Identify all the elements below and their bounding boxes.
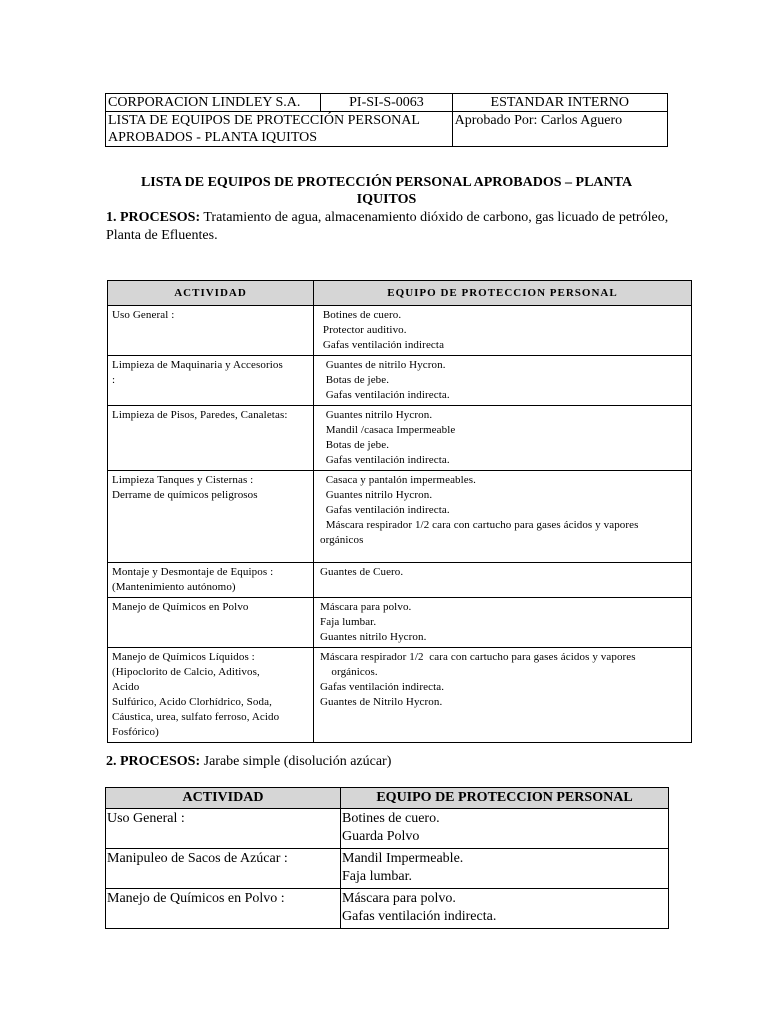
- activity-line: Montaje y Desmontaje de Equipos :: [112, 566, 274, 578]
- page-title: [105, 174, 668, 208]
- activity-line: (Hipoclorito de Calcio, Aditivos,: [112, 666, 260, 678]
- equipment-line: Casaca y pantalón impermeables.: [320, 474, 477, 486]
- equipment-line: Guantes nitrilo Hycron.: [320, 489, 433, 501]
- equipment-line: Gafas ventilación indirecta.: [320, 389, 450, 401]
- process2-text: Jarabe simple (disolución azúcar): [200, 754, 392, 769]
- equipment-line: Mandil /casaca Impermeable: [320, 424, 456, 436]
- equipment-cell: [314, 406, 692, 471]
- activity-cell: [106, 889, 341, 929]
- activity-line: Uso General :: [107, 811, 185, 826]
- equipment-line: Botines de cuero.: [320, 309, 402, 321]
- table-row: [108, 356, 692, 406]
- activity-line: Uso General :: [112, 309, 175, 321]
- equipment-line: Gafas ventilación indirecta.: [320, 504, 450, 516]
- document-header-table: [105, 93, 668, 147]
- equipment-cell: [314, 598, 692, 648]
- equipment-line: Gafas ventilación indirecta: [320, 339, 445, 351]
- activity-line: Acido: [112, 681, 140, 693]
- equipment-cell: [314, 563, 692, 598]
- activity-line: Limpieza de Pisos, Paredes, Canaletas:: [112, 409, 288, 421]
- activity-line: Manejo de Químicos en Polvo :: [107, 891, 285, 906]
- list-title-line1: LISTA DE EQUIPOS DE PROTECCIÓN PERSONAL: [108, 113, 420, 128]
- activity-line: Manejo de Químicos Líquidos :: [112, 651, 255, 663]
- process2-description: [106, 753, 671, 771]
- list-title-cell: [106, 112, 453, 147]
- equipment-line: Botines de cuero.: [342, 811, 440, 826]
- table-row: [108, 406, 692, 471]
- equipment-line: Guarda Polvo: [342, 829, 420, 844]
- process1-col-activity: ACTIVIDAD: [108, 281, 314, 306]
- equipment-line: Botas de jebe.: [320, 439, 390, 451]
- process2-label: 2. PROCESOS:: [106, 754, 201, 769]
- equipment-line: Gafas ventilación indirecta.: [320, 454, 450, 466]
- process1-description: [106, 209, 671, 245]
- process1-table: [107, 280, 692, 743]
- activity-line: Limpieza de Maquinaria y Accesorios: [112, 359, 283, 371]
- equipment-cell: [314, 648, 692, 743]
- table-row: [108, 648, 692, 743]
- equipment-line: Protector auditivo.: [320, 324, 407, 336]
- activity-cell: [108, 598, 314, 648]
- equipment-cell: [314, 306, 692, 356]
- activity-cell: [108, 563, 314, 598]
- activity-line: Limpieza Tanques y Cisternas :: [112, 474, 254, 486]
- process2-col-equipment: EQUIPO DE PROTECCION PERSONAL: [341, 788, 669, 809]
- process2-col-activity: ACTIVIDAD: [106, 788, 341, 809]
- table-row: [106, 809, 669, 849]
- activity-cell: [106, 849, 341, 889]
- table-row: [106, 889, 669, 929]
- equipment-line: Guantes de Cuero.: [320, 566, 404, 578]
- company-name: CORPORACION LINDLEY S.A.: [106, 94, 321, 112]
- equipment-line: Faja lumbar.: [342, 869, 412, 884]
- activity-line: Manejo de Químicos en Polvo: [112, 601, 249, 613]
- equipment-cell: [341, 849, 669, 889]
- activity-cell: [108, 648, 314, 743]
- activity-line: Manipuleo de Sacos de Azúcar :: [107, 851, 288, 866]
- activity-line: Cáustica, urea, sulfato ferroso, Acido: [112, 711, 280, 723]
- equipment-line: orgánicos: [320, 534, 364, 546]
- list-title-line2: APROBADOS - PLANTA IQUITOS: [108, 130, 318, 145]
- equipment-line: Máscara para polvo.: [342, 891, 456, 906]
- activity-line: :: [112, 374, 116, 386]
- equipment-line: Máscara respirador 1/2 cara con cartucho para gases ácidos y vapores: [320, 651, 636, 663]
- equipment-line: Máscara respirador 1/2 cara con cartucho para gases ácidos y vapores: [320, 519, 639, 531]
- equipment-line: Faja lumbar.: [320, 616, 377, 628]
- table-row: [108, 598, 692, 648]
- activity-cell: [108, 406, 314, 471]
- equipment-cell: [314, 356, 692, 406]
- page-title-line2: IQUITOS: [356, 192, 417, 207]
- activity-cell: [108, 306, 314, 356]
- standard-type: ESTANDAR INTERNO: [452, 94, 667, 112]
- equipment-line: Máscara para polvo.: [320, 601, 412, 613]
- activity-line: Sulfúrico, Acido Clorhídrico, Soda,: [112, 696, 272, 708]
- equipment-line: Guantes nitrilo Hycron.: [320, 631, 427, 643]
- table-row: [108, 563, 692, 598]
- equipment-line: Gafas ventilación indirecta.: [320, 681, 445, 693]
- equipment-line: orgánicos.: [320, 666, 378, 678]
- activity-cell: [108, 356, 314, 406]
- process1-label: 1. PROCESOS:: [106, 210, 201, 225]
- table-row: [108, 306, 692, 356]
- table-row: [108, 471, 692, 563]
- equipment-cell: [341, 809, 669, 849]
- equipment-line: Mandil Impermeable.: [342, 851, 464, 866]
- approved-by: Aprobado Por: Carlos Aguero: [452, 112, 667, 147]
- process1-text: Tratamiento de agua, almacenamiento dióxido de carbono, gas licuado de petróleo, Planta de Efluentes.: [106, 210, 669, 243]
- equipment-cell: [341, 889, 669, 929]
- activity-cell: [106, 809, 341, 849]
- activity-cell: [108, 471, 314, 563]
- equipment-line: Guantes nitrilo Hycron.: [320, 409, 433, 421]
- equipment-line: Gafas ventilación indirecta.: [342, 909, 497, 924]
- process1-col-equipment: EQUIPO DE PROTECCION PERSONAL: [314, 281, 692, 306]
- document-code: PI-SI-S-0063: [321, 94, 452, 112]
- equipment-line: Guantes de nitrilo Hycron.: [320, 359, 446, 371]
- process2-table: [105, 787, 669, 929]
- page-title-line1: LISTA DE EQUIPOS DE PROTECCIÓN PERSONAL APROBADOS – PLANTA: [140, 175, 633, 190]
- activity-line: (Mantenimiento autónomo): [112, 581, 236, 593]
- equipment-line: Botas de jebe.: [320, 374, 390, 386]
- activity-line: Fosfórico): [112, 726, 159, 738]
- equipment-cell: [314, 471, 692, 563]
- table-row: [106, 849, 669, 889]
- activity-line: Derrame de químicos peligrosos: [112, 489, 258, 501]
- equipment-line: Guantes de Nitrilo Hycron.: [320, 696, 443, 708]
